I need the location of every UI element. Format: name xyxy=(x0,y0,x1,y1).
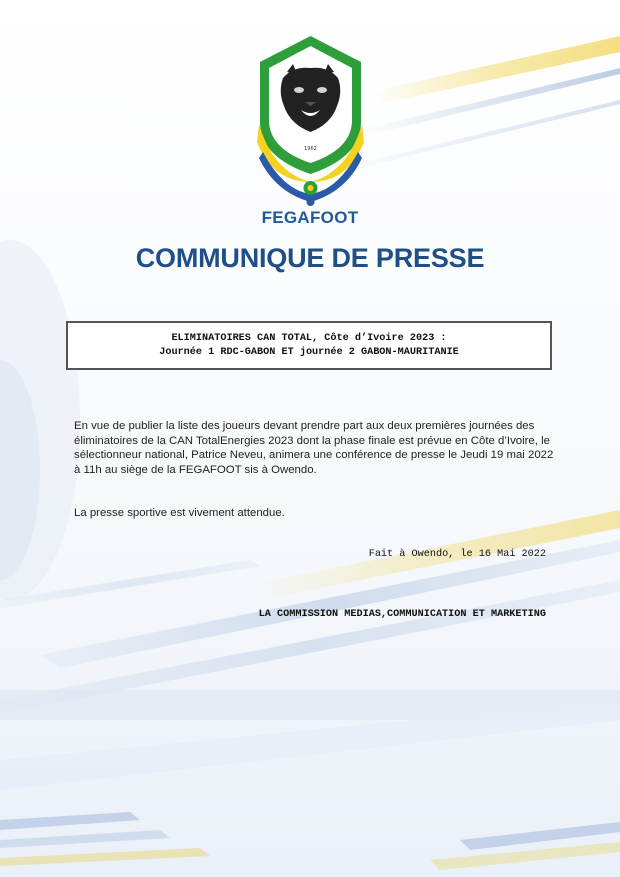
subject-line-1: ELIMINATOIRES CAN TOTAL, Côte d’Ivoire 2023 : xyxy=(171,332,447,344)
subject-box xyxy=(66,321,552,370)
fegafoot-crest-logo xyxy=(253,32,368,212)
svg-text:1962: 1962 xyxy=(304,146,317,152)
body-paragraph-2: La presse sportive est vivement attendue. xyxy=(74,507,285,519)
signature-commission: LA COMMISSION MEDIAS,COMMUNICATION ET MARKETING xyxy=(258,609,546,620)
document-title: COMMUNIQUE DE PRESSE xyxy=(135,243,485,273)
subject-line-2: Journée 1 RDC-GABON ET journée 2 GABON-MAURITANIE xyxy=(159,346,459,358)
organization-name: FEGAFOOT xyxy=(261,208,359,227)
signature-date-line: Fait à Owendo, le 16 Mai 2022 xyxy=(368,549,546,560)
body-paragraph-1: En vue de publier la liste des joueurs devant prendre part aux deux premières journées des éliminatoires de la CAN TotalEnergies 2023 dont la phase finale est prévue en Côte d’Ivoire, le sélectionneur national, Patrice Neveu, animera une conférence de presse le Jeudi 19 mai 2022 à 11h au siège de la FEGAFOOT sis à Owendo. xyxy=(74,420,554,476)
